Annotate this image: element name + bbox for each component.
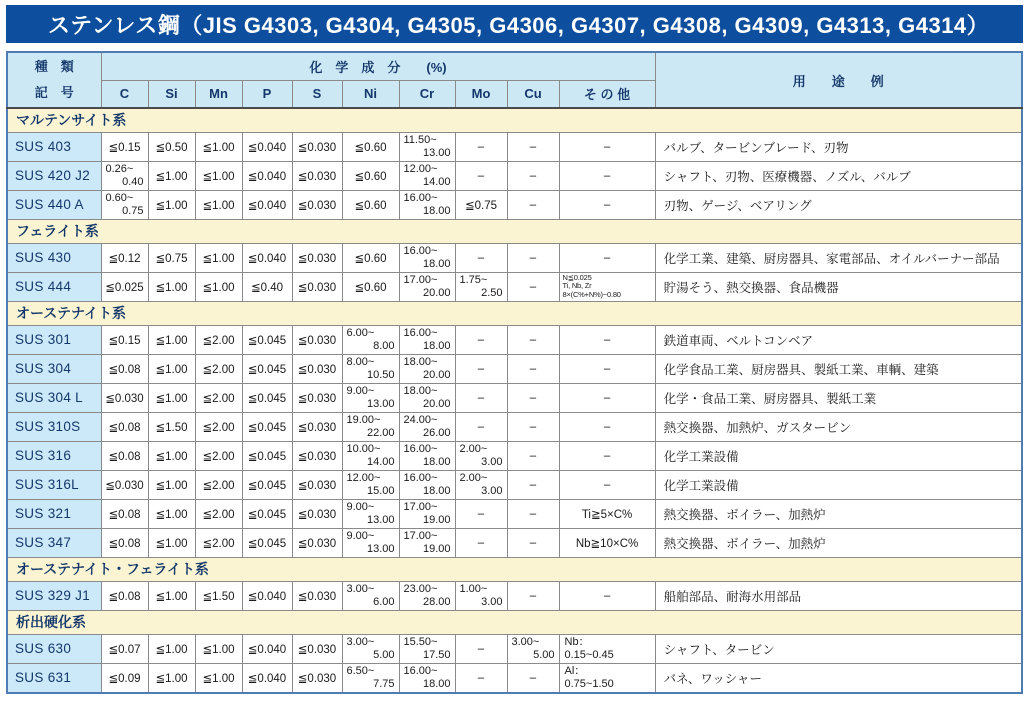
section-name: オーステナイト系: [7, 301, 1022, 325]
cell-Mn: ≦1.00: [195, 132, 242, 161]
cell-Mn: ≦2.00: [195, 528, 242, 557]
cell-S: ≦0.030: [292, 634, 342, 663]
cell-grade-code: SUS 440 A: [7, 190, 101, 219]
cell-Mo: –: [455, 243, 507, 272]
cell-Si: ≦1.00: [148, 325, 195, 354]
cell-C: ≦0.09: [101, 663, 148, 693]
header-col-Mn: Mn: [195, 80, 242, 108]
cell-Mo: –: [455, 161, 507, 190]
cell-P: ≦0.045: [242, 354, 292, 383]
cell-grade-code: SUS 444: [7, 272, 101, 301]
cell-S: ≦0.030: [292, 383, 342, 412]
cell-C: 0.26~ 0.40: [101, 161, 148, 190]
cell-C: ≦0.08: [101, 499, 148, 528]
cell-C: ≦0.15: [101, 325, 148, 354]
header-col-S: S: [292, 80, 342, 108]
header-usage: 用 途 例: [655, 52, 1022, 108]
cell-C: ≦0.025: [101, 272, 148, 301]
cell-usage: シャフト、刃物、医療機器、ノズル、バルブ: [655, 161, 1022, 190]
cell-S: ≦0.030: [292, 499, 342, 528]
cell-S: ≦0.030: [292, 325, 342, 354]
cell-grade-code: SUS 420 J2: [7, 161, 101, 190]
cell-Mo: –: [455, 412, 507, 441]
cell-C: ≦0.030: [101, 470, 148, 499]
title-bar: [6, 5, 1023, 43]
table-row: [7, 470, 1022, 499]
cell-Si: ≦0.50: [148, 132, 195, 161]
cell-Ni: 6.00~ 8.00: [342, 325, 399, 354]
cell-usage: シャフト、タービン: [655, 634, 1022, 663]
table-row: [7, 383, 1022, 412]
section-row: [7, 301, 1022, 325]
table-row: [7, 354, 1022, 383]
cell-P: ≦0.045: [242, 441, 292, 470]
cell-grade-code: SUS 430: [7, 243, 101, 272]
cell-usage: 鉄道車両、ベルトコンベア: [655, 325, 1022, 354]
cell-Mn: ≦2.00: [195, 499, 242, 528]
cell-Mo: –: [455, 634, 507, 663]
cell-C: ≦0.08: [101, 441, 148, 470]
cell-other: –: [559, 161, 655, 190]
cell-Ni: ≦0.60: [342, 243, 399, 272]
cell-S: ≦0.030: [292, 441, 342, 470]
cell-Cr: 17.00~ 19.00: [399, 499, 455, 528]
cell-Cr: 16.00~ 18.00: [399, 325, 455, 354]
table-row: [7, 161, 1022, 190]
section-row: [7, 557, 1022, 581]
cell-Si: ≦1.00: [148, 634, 195, 663]
cell-other: Nb： 0.15~0.45: [559, 634, 655, 663]
cell-Si: ≦1.00: [148, 528, 195, 557]
cell-Cr: 16.00~ 18.00: [399, 663, 455, 693]
cell-Si: ≦1.00: [148, 441, 195, 470]
cell-other: –: [559, 354, 655, 383]
cell-Cu: –: [507, 412, 559, 441]
table-row: [7, 325, 1022, 354]
cell-Si: ≦1.00: [148, 354, 195, 383]
cell-C: ≦0.08: [101, 412, 148, 441]
header-type-line1: 種 類: [34, 59, 74, 74]
cell-P: ≦0.040: [242, 581, 292, 610]
cell-usage: 化学・食品工業、厨房器具、製紙工業: [655, 383, 1022, 412]
cell-other: –: [559, 190, 655, 219]
table-row: [7, 499, 1022, 528]
cell-other: –: [559, 132, 655, 161]
cell-Cr: 17.00~ 19.00: [399, 528, 455, 557]
cell-S: ≦0.030: [292, 470, 342, 499]
cell-Cu: –: [507, 161, 559, 190]
header-col-P: P: [242, 80, 292, 108]
cell-C: ≦0.15: [101, 132, 148, 161]
table-row: [7, 581, 1022, 610]
cell-P: ≦0.045: [242, 383, 292, 412]
cell-P: ≦0.045: [242, 470, 292, 499]
header-col-Cu: Cu: [507, 80, 559, 108]
cell-Cr: 23.00~ 28.00: [399, 581, 455, 610]
table-row: [7, 272, 1022, 301]
cell-Cr: 16.00~ 18.00: [399, 243, 455, 272]
cell-S: ≦0.030: [292, 243, 342, 272]
cell-other: –: [559, 581, 655, 610]
cell-C: ≦0.07: [101, 634, 148, 663]
cell-Si: ≦1.00: [148, 470, 195, 499]
cell-Ni: 12.00~ 15.00: [342, 470, 399, 499]
section-name: フェライト系: [7, 219, 1022, 243]
cell-Ni: 3.00~ 5.00: [342, 634, 399, 663]
header-col-C: C: [101, 80, 148, 108]
cell-usage: バネ、ワッシャー: [655, 663, 1022, 693]
cell-usage: 刃物、ゲージ、ベアリング: [655, 190, 1022, 219]
cell-Mo: ≦0.75: [455, 190, 507, 219]
cell-Mn: ≦1.50: [195, 581, 242, 610]
cell-grade-code: SUS 316L: [7, 470, 101, 499]
cell-Si: ≦1.00: [148, 663, 195, 693]
cell-Cu: –: [507, 499, 559, 528]
cell-other: –: [559, 325, 655, 354]
cell-Cr: 16.00~ 18.00: [399, 190, 455, 219]
cell-Mo: 1.00~ 3.00: [455, 581, 507, 610]
cell-Cu: –: [507, 243, 559, 272]
cell-Cr: 18.00~ 20.00: [399, 354, 455, 383]
cell-usage: 化学工業、建築、厨房器具、家電部品、オイルバーナー部品: [655, 243, 1022, 272]
header-chemical-composition: 化 学 成 分 (%): [101, 52, 655, 80]
table-row: [7, 190, 1022, 219]
table-header: [7, 52, 1022, 108]
section-name: マルテンサイト系: [7, 108, 1022, 132]
cell-P: ≦0.040: [242, 663, 292, 693]
cell-grade-code: SUS 347: [7, 528, 101, 557]
cell-Cu: 3.00~ 5.00: [507, 634, 559, 663]
cell-grade-code: SUS 301: [7, 325, 101, 354]
cell-Mo: –: [455, 132, 507, 161]
cell-S: ≦0.030: [292, 190, 342, 219]
cell-Mo: –: [455, 354, 507, 383]
cell-grade-code: SUS 403: [7, 132, 101, 161]
cell-grade-code: SUS 304 L: [7, 383, 101, 412]
cell-Mo: –: [455, 663, 507, 693]
cell-other: –: [559, 441, 655, 470]
cell-Ni: 9.00~ 13.00: [342, 499, 399, 528]
cell-Ni: ≦0.60: [342, 132, 399, 161]
cell-C: ≦0.030: [101, 383, 148, 412]
cell-other: Nb≧10×C%: [559, 528, 655, 557]
cell-Mn: ≦2.00: [195, 354, 242, 383]
cell-other: N≦0.025 Ti, Nb, Zr 8×(C%+N%)~0.80: [559, 272, 655, 301]
cell-Cu: –: [507, 325, 559, 354]
cell-Mo: 2.00~ 3.00: [455, 441, 507, 470]
cell-P: ≦0.40: [242, 272, 292, 301]
cell-Mn: ≦1.00: [195, 272, 242, 301]
page-title: ステンレス鋼（JIS G4303, G4304, G4305, G4306, G4307, G4308, G4309, G4313, G4314）: [48, 12, 990, 38]
cell-P: ≦0.040: [242, 243, 292, 272]
cell-S: ≦0.030: [292, 581, 342, 610]
cell-grade-code: SUS 631: [7, 663, 101, 693]
cell-S: ≦0.030: [292, 412, 342, 441]
cell-usage: 貯湯そう、熱交換器、食品機器: [655, 272, 1022, 301]
cell-Cr: 17.00~ 20.00: [399, 272, 455, 301]
cell-usage: 熱交換器、ボイラー、加熱炉: [655, 528, 1022, 557]
stainless-steel-table: [6, 51, 1023, 694]
cell-Cr: 15.50~ 17.50: [399, 634, 455, 663]
cell-Cu: –: [507, 528, 559, 557]
header-col-Ni: Ni: [342, 80, 399, 108]
cell-Mo: 1.75~ 2.50: [455, 272, 507, 301]
header-col-Cr: Cr: [399, 80, 455, 108]
section-name: 析出硬化系: [7, 610, 1022, 634]
cell-Cr: 24.00~ 26.00: [399, 412, 455, 441]
section-row: [7, 108, 1022, 132]
cell-Cu: –: [507, 441, 559, 470]
cell-Mn: ≦2.00: [195, 412, 242, 441]
table-row: [7, 132, 1022, 161]
cell-S: ≦0.030: [292, 132, 342, 161]
cell-Si: ≦1.50: [148, 412, 195, 441]
table-row: [7, 243, 1022, 272]
cell-grade-code: SUS 321: [7, 499, 101, 528]
cell-C: 0.60~ 0.75: [101, 190, 148, 219]
cell-grade-code: SUS 316: [7, 441, 101, 470]
cell-grade-code: SUS 310S: [7, 412, 101, 441]
cell-Ni: 10.00~ 14.00: [342, 441, 399, 470]
cell-Mo: –: [455, 325, 507, 354]
cell-Cu: –: [507, 132, 559, 161]
cell-Si: ≦1.00: [148, 272, 195, 301]
cell-Ni: ≦0.60: [342, 272, 399, 301]
cell-C: ≦0.12: [101, 243, 148, 272]
cell-Mn: ≦2.00: [195, 470, 242, 499]
cell-Mo: 2.00~ 3.00: [455, 470, 507, 499]
cell-grade-code: SUS 304: [7, 354, 101, 383]
cell-P: ≦0.040: [242, 132, 292, 161]
header-type-symbol: [7, 52, 101, 108]
cell-grade-code: SUS 329 J1: [7, 581, 101, 610]
cell-C: ≦0.08: [101, 354, 148, 383]
cell-Mo: –: [455, 383, 507, 412]
cell-Mn: ≦1.00: [195, 190, 242, 219]
header-col-Mo: Mo: [455, 80, 507, 108]
table-row: [7, 663, 1022, 693]
cell-S: ≦0.030: [292, 663, 342, 693]
table-row: [7, 634, 1022, 663]
section-name: オーステナイト・フェライト系: [7, 557, 1022, 581]
cell-Si: ≦1.00: [148, 161, 195, 190]
cell-Cu: –: [507, 470, 559, 499]
header-type-line2: 記 号: [34, 85, 74, 100]
cell-usage: 化学食品工業、厨房器具、製紙工業、車輌、建築: [655, 354, 1022, 383]
cell-Mn: ≦1.00: [195, 634, 242, 663]
cell-other: –: [559, 383, 655, 412]
cell-Cu: –: [507, 354, 559, 383]
cell-Ni: 9.00~ 13.00: [342, 528, 399, 557]
table-row: [7, 441, 1022, 470]
cell-usage: 化学工業設備: [655, 441, 1022, 470]
cell-Cu: –: [507, 581, 559, 610]
cell-other: Ti≧5×C%: [559, 499, 655, 528]
cell-P: ≦0.040: [242, 161, 292, 190]
cell-other: –: [559, 243, 655, 272]
cell-Si: ≦1.00: [148, 581, 195, 610]
cell-usage: 化学工業設備: [655, 470, 1022, 499]
cell-P: ≦0.045: [242, 528, 292, 557]
cell-Mo: –: [455, 499, 507, 528]
cell-C: ≦0.08: [101, 581, 148, 610]
cell-Cr: 16.00~ 18.00: [399, 470, 455, 499]
cell-P: ≦0.040: [242, 634, 292, 663]
cell-Mn: ≦2.00: [195, 441, 242, 470]
cell-Cu: –: [507, 272, 559, 301]
cell-C: ≦0.08: [101, 528, 148, 557]
cell-Mn: ≦2.00: [195, 325, 242, 354]
cell-Cr: 16.00~ 18.00: [399, 441, 455, 470]
cell-other: Al： 0.75~1.50: [559, 663, 655, 693]
cell-Si: ≦1.00: [148, 190, 195, 219]
table-row: [7, 528, 1022, 557]
cell-usage: 船舶部品、耐海水用部品: [655, 581, 1022, 610]
cell-Mo: –: [455, 528, 507, 557]
cell-Mn: ≦1.00: [195, 663, 242, 693]
cell-Ni: ≦0.60: [342, 190, 399, 219]
cell-Cr: 11.50~ 13.00: [399, 132, 455, 161]
cell-usage: バルブ、タービンブレード、刃物: [655, 132, 1022, 161]
cell-Si: ≦1.00: [148, 499, 195, 528]
cell-Si: ≦1.00: [148, 383, 195, 412]
cell-Ni: 6.50~ 7.75: [342, 663, 399, 693]
cell-Cu: –: [507, 383, 559, 412]
header-col-other: そ の 他: [559, 80, 655, 108]
cell-Ni: 19.00~ 22.00: [342, 412, 399, 441]
cell-S: ≦0.030: [292, 272, 342, 301]
cell-Cr: 18.00~ 20.00: [399, 383, 455, 412]
cell-Ni: 9.00~ 13.00: [342, 383, 399, 412]
section-row: [7, 610, 1022, 634]
header-col-Si: Si: [148, 80, 195, 108]
cell-Cu: –: [507, 190, 559, 219]
cell-P: ≦0.045: [242, 499, 292, 528]
cell-Cr: 12.00~ 14.00: [399, 161, 455, 190]
cell-Ni: ≦0.60: [342, 161, 399, 190]
cell-Cu: –: [507, 663, 559, 693]
cell-usage: 熱交換器、ボイラー、加熱炉: [655, 499, 1022, 528]
cell-Si: ≦0.75: [148, 243, 195, 272]
cell-Ni: 8.00~ 10.50: [342, 354, 399, 383]
cell-other: –: [559, 412, 655, 441]
cell-Mn: ≦1.00: [195, 243, 242, 272]
cell-P: ≦0.040: [242, 190, 292, 219]
cell-S: ≦0.030: [292, 161, 342, 190]
cell-S: ≦0.030: [292, 528, 342, 557]
cell-P: ≦0.045: [242, 412, 292, 441]
table-row: [7, 412, 1022, 441]
cell-Mn: ≦1.00: [195, 161, 242, 190]
cell-S: ≦0.030: [292, 354, 342, 383]
cell-Mn: ≦2.00: [195, 383, 242, 412]
cell-other: –: [559, 470, 655, 499]
cell-grade-code: SUS 630: [7, 634, 101, 663]
cell-Ni: 3.00~ 6.00: [342, 581, 399, 610]
cell-usage: 熱交換器、加熱炉、ガスタービン: [655, 412, 1022, 441]
section-row: [7, 219, 1022, 243]
cell-P: ≦0.045: [242, 325, 292, 354]
